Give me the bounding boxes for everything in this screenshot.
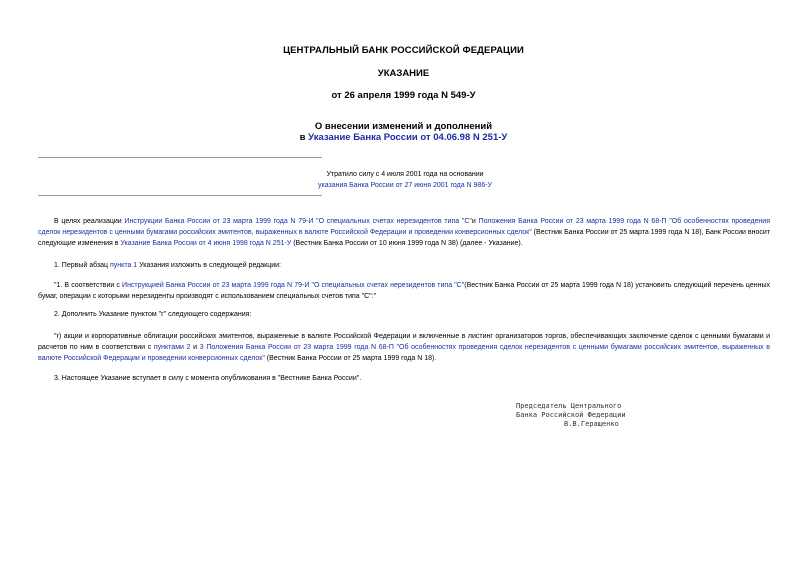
divider-bottom xyxy=(38,195,322,196)
doc-type: УКАЗАНИЕ xyxy=(377,68,430,79)
text: Указания изложить в следующей редакции: xyxy=(137,262,281,269)
divider-top xyxy=(38,157,322,158)
signature-title: Председатель Центрального xyxy=(516,402,622,410)
text: (Вестник Банка России от 10 июня 1999 года N 38) (далее - Указание). xyxy=(291,240,523,247)
paragraph-preamble xyxy=(38,216,770,249)
paragraph-item-1 xyxy=(38,260,770,271)
text: (Вестник Банка России от 25 марта 1999 года N 18). xyxy=(264,355,437,362)
text: (Вестник Банка России от 25 марта 1999 года N 18), Банк России вносит следующие изменения в xyxy=(38,229,770,247)
status-note-ref xyxy=(290,180,520,191)
link-instruction-79[interactable]: Инструкции Банка России от 23 марта 1999 года N 79-И "О специальных счетах нерезидентов типа "С" xyxy=(124,218,472,225)
text: 3. Настоящее Указание вступает в силу с момента опубликования в "Вестнике Банка России". xyxy=(54,375,362,382)
link-order-986[interactable]: указания Банка России от 27 июня 2001 года N 986-У xyxy=(318,182,492,189)
link-regulation-68[interactable]: Положения Банка России от 23 марта 1999 года N 68-П "Об особенностях проведения сделок нерезидентов с ценными бумагами российских эмитентов, выраженных в валюте Российской Федерации и проведении конверсионных сделок" xyxy=(38,218,770,236)
signature-block xyxy=(516,402,626,429)
text: 1. Первый абзац xyxy=(54,262,111,269)
subject-prefix: в xyxy=(299,132,309,143)
paragraph-item-1-text xyxy=(38,280,770,302)
paragraph-item-2-text xyxy=(38,331,770,364)
link-points-2[interactable]: пунктами 2 xyxy=(153,344,191,351)
signature-name: В.В.Геращенко xyxy=(564,420,619,428)
text: (Вестник Банка России от 25 марта 1999 года N 18) установить следующий перечень ценных бумаг, операции с которыми нерезиденты производят с использованием специальных счетов типа "С":" xyxy=(38,282,770,300)
text: и xyxy=(190,344,200,351)
link-instruction-79-b[interactable]: Инструкцией Банка России от 23 марта 1999 года N 79-И "О специальных счетах нерезидентов типа "С" xyxy=(122,282,465,289)
text: "г) акции и корпоративные облигации российских эмитентов, выраженные в валюте Российской Федерации и включенные в листинг организаторов торгов, обеспечивающих заключение сделок с ценными бумагами и расчетов по ним в соответствии с xyxy=(38,333,770,351)
link-point-3[interactable]: 3 xyxy=(199,344,204,351)
paragraph-item-2 xyxy=(38,309,770,320)
link-regulation-68-b[interactable]: Положения Банка России от 23 марта 1999 года N 68-П "Об особенностях проведения сделок нерезидентов с ценными бумагами российских эмитентов, выраженных в валюте Российской Федерации и проведении конверсионных сделок" xyxy=(38,344,770,362)
doc-subject: О внесении изменений и дополнений xyxy=(314,121,493,132)
doc-date-number: от 26 апреля 1999 года N 549-У xyxy=(331,90,476,101)
link-point-1[interactable]: пункта 1 xyxy=(110,262,138,269)
text: 2. Дополнить Указание пунктом "г" следующего содержания: xyxy=(54,311,252,318)
text: "1. В соответствии с xyxy=(54,282,123,289)
doc-subject-ref xyxy=(0,132,807,143)
org-title: ЦЕНТРАЛЬНЫЙ БАНК РОССИЙСКОЙ ФЕДЕРАЦИИ xyxy=(283,45,524,56)
text: и xyxy=(471,218,479,225)
signature-org: Банка Российской Федерации xyxy=(516,411,626,419)
link-order-251-full[interactable]: Указание Банка России от 4 июня 1998 года N 251-У xyxy=(120,240,292,247)
paragraph-item-3 xyxy=(38,373,770,384)
status-note: Утратило силу с 4 июля 2001 года на основании xyxy=(326,171,484,178)
link-order-251[interactable]: Указание Банка России от 04.06.98 N 251-У xyxy=(308,132,508,143)
text: В целях реализации xyxy=(54,218,125,225)
